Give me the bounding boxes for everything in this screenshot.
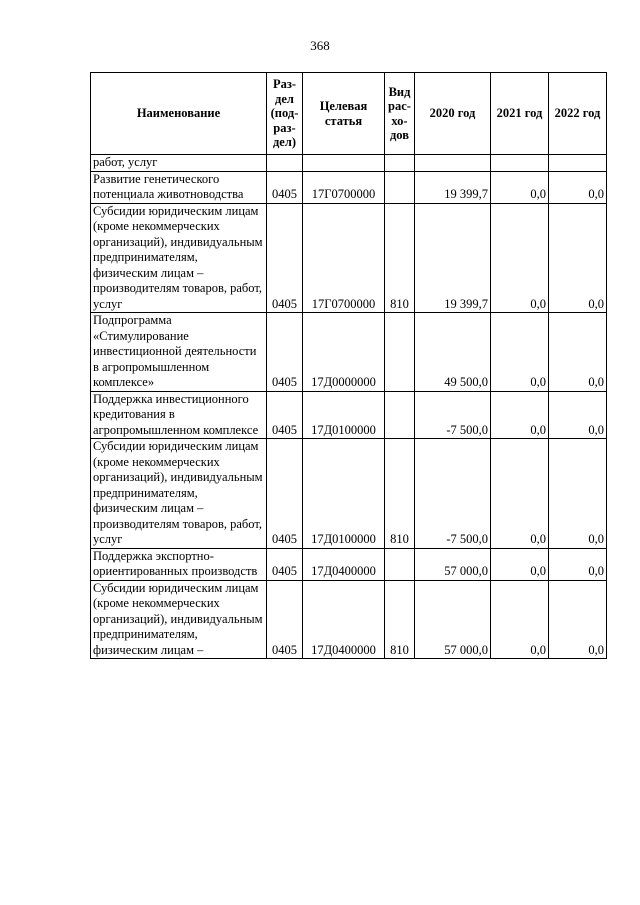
row-2022: 0,0 [549, 203, 607, 313]
row-section: 0405 [267, 313, 303, 392]
row-2021: 0,0 [491, 548, 549, 580]
row-kind: 810 [385, 203, 415, 313]
header-target: Целевая статья [303, 73, 385, 155]
row-target: 17Д0000000 [303, 313, 385, 392]
header-2022: 2022 год [549, 73, 607, 155]
row-target [303, 155, 385, 172]
row-kind [385, 155, 415, 172]
row-target: 17Г0700000 [303, 171, 385, 203]
budget-table [90, 72, 607, 659]
page-number: 368 [310, 38, 330, 53]
row-2021 [491, 155, 549, 172]
row-kind: 810 [385, 439, 415, 549]
row-section: 0405 [267, 203, 303, 313]
table-row [91, 155, 607, 172]
row-2021: 0,0 [491, 171, 549, 203]
row-2022: 0,0 [549, 580, 607, 659]
row-kind [385, 313, 415, 392]
table-row [91, 171, 607, 203]
row-2022: 0,0 [549, 171, 607, 203]
header-row [91, 73, 607, 155]
row-2021: 0,0 [491, 313, 549, 392]
table-row [91, 580, 607, 659]
row-kind [385, 391, 415, 439]
row-name: Субсидии юридическим лицам (кроме некоммерческих организаций), индивидуальным предпринимателям, физическим лицам – производителям товаров, работ, услуг [91, 439, 267, 549]
row-target: 17Д0100000 [303, 439, 385, 549]
row-2021: 0,0 [491, 203, 549, 313]
row-section: 0405 [267, 171, 303, 203]
row-name: работ, услуг [91, 155, 267, 172]
row-2022: 0,0 [549, 313, 607, 392]
row-2022: 0,0 [549, 439, 607, 549]
row-2020: 19 399,7 [415, 171, 491, 203]
row-2020: -7 500,0 [415, 439, 491, 549]
row-section: 0405 [267, 548, 303, 580]
row-2022: 0,0 [549, 391, 607, 439]
row-kind [385, 171, 415, 203]
row-kind: 810 [385, 580, 415, 659]
row-name: Подпрограмма «Стимулирование инвестиционной деятельности в агропромышленном комплексе» [91, 313, 267, 392]
row-2021: 0,0 [491, 391, 549, 439]
row-2020: 49 500,0 [415, 313, 491, 392]
header-section: Раз- дел (под- раз- дел) [267, 73, 303, 155]
row-2020: -7 500,0 [415, 391, 491, 439]
row-2020 [415, 155, 491, 172]
header-2021: 2021 год [491, 73, 549, 155]
header-name: Наименование [91, 73, 267, 155]
row-2020: 57 000,0 [415, 548, 491, 580]
row-name: Субсидии юридическим лицам (кроме некоммерческих организаций), индивидуальным предпринимателям, физическим лицам – производителям товаров, работ, услуг [91, 203, 267, 313]
header-2020: 2020 год [415, 73, 491, 155]
row-section: 0405 [267, 439, 303, 549]
row-2020: 19 399,7 [415, 203, 491, 313]
row-name: Поддержка экспортно-ориентированных производств [91, 548, 267, 580]
row-2020: 57 000,0 [415, 580, 491, 659]
row-2022 [549, 155, 607, 172]
row-target: 17Д0100000 [303, 391, 385, 439]
row-name: Поддержка инвестиционного кредитования в агропромышленном комплексе [91, 391, 267, 439]
row-target: 17Д0400000 [303, 548, 385, 580]
row-2022: 0,0 [549, 548, 607, 580]
row-section: 0405 [267, 391, 303, 439]
table-row [91, 313, 607, 392]
row-2021: 0,0 [491, 439, 549, 549]
row-2021: 0,0 [491, 580, 549, 659]
header-kind: Вид рас- хо- дов [385, 73, 415, 155]
row-name: Субсидии юридическим лицам (кроме некоммерческих организаций), индивидуальным предпринимателям, физическим лицам – [91, 580, 267, 659]
row-kind [385, 548, 415, 580]
row-section: 0405 [267, 580, 303, 659]
table-row [91, 203, 607, 313]
row-name: Развитие генетического потенциала животноводства [91, 171, 267, 203]
table-row [91, 391, 607, 439]
row-section [267, 155, 303, 172]
table-row [91, 439, 607, 549]
row-target: 17Д0400000 [303, 580, 385, 659]
table-row [91, 548, 607, 580]
row-target: 17Г0700000 [303, 203, 385, 313]
